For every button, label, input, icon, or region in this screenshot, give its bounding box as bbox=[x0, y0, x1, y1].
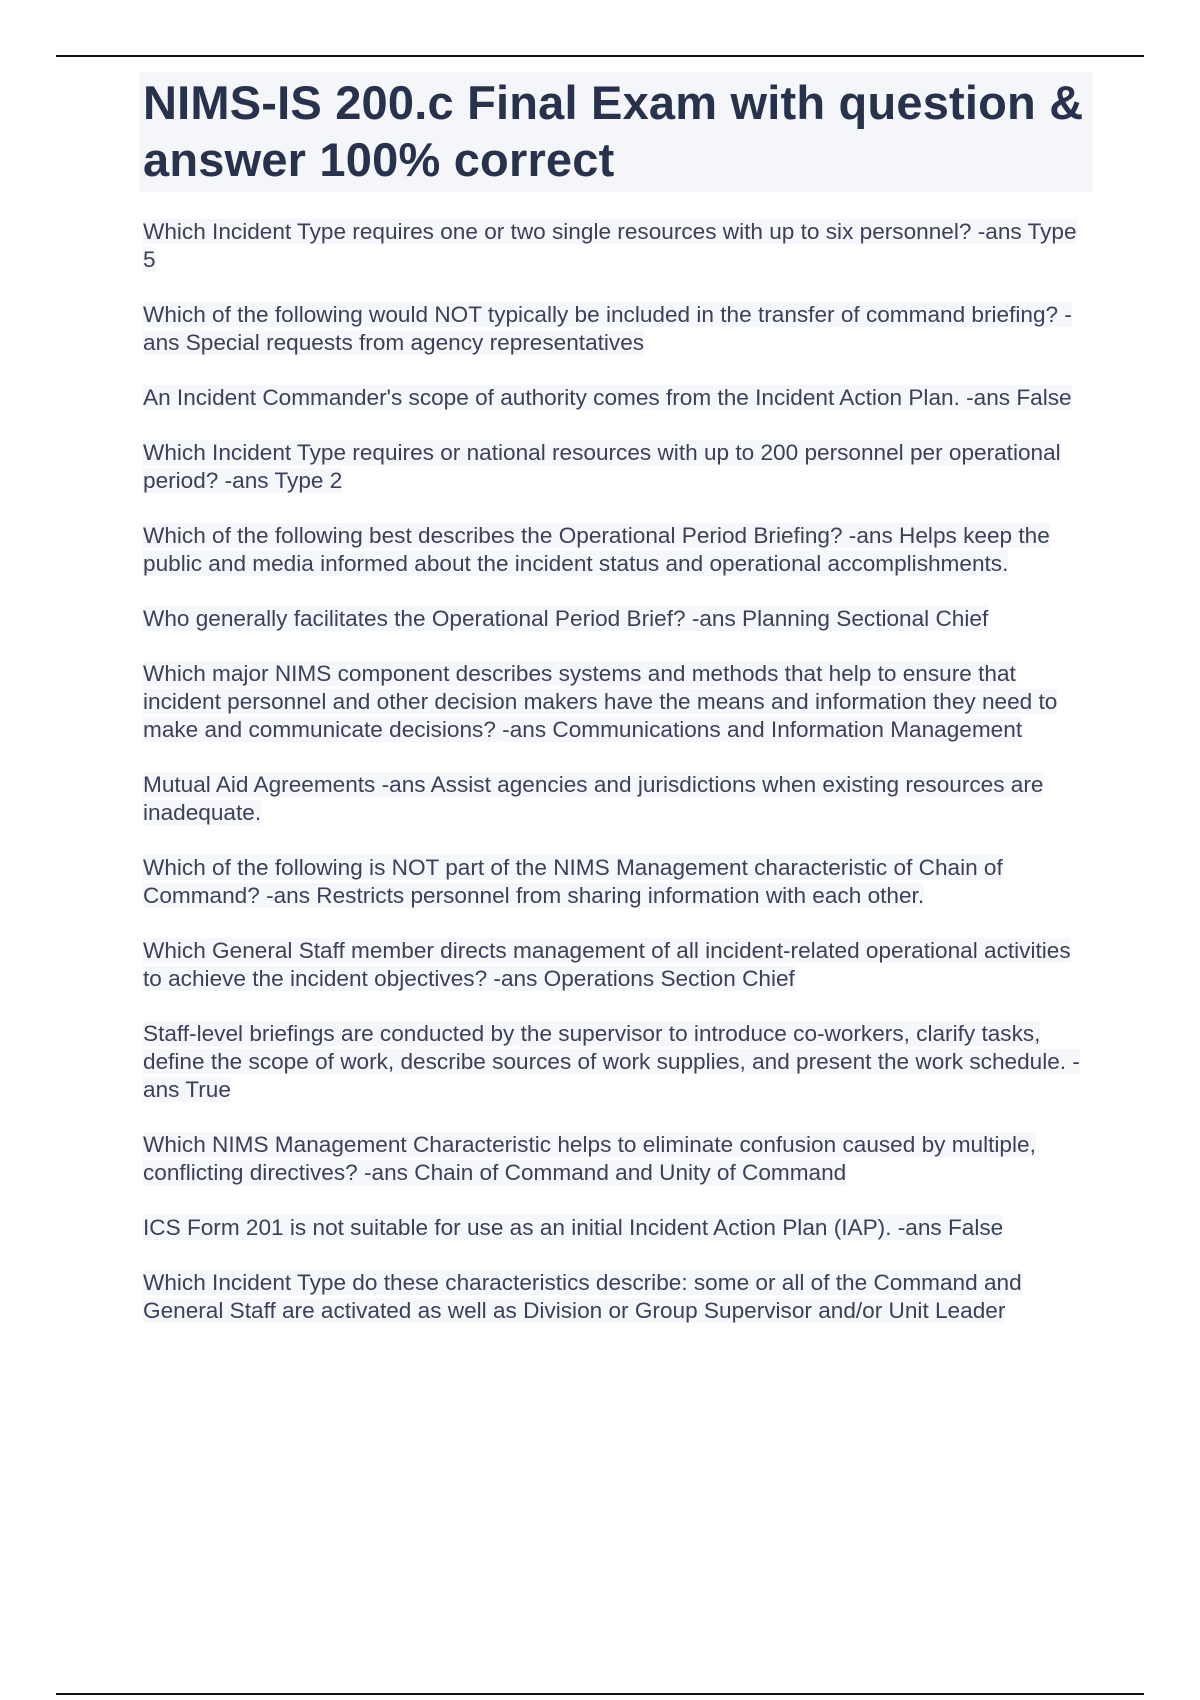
qa-text: Which major NIMS component describes systems and methods that help to ensure that incident personnel and other decision makers have the means and information they need to make and communicate decisions? -ans Communications and Information Management bbox=[143, 661, 1058, 742]
document-title: NIMS-IS 200.c Final Exam with question & answer 100% correct bbox=[143, 76, 1084, 186]
qa-item bbox=[143, 218, 1093, 274]
qa-item bbox=[143, 301, 1093, 357]
qa-text: Who generally facilitates the Operational Period Brief? -ans Planning Sectional Chief bbox=[143, 606, 989, 631]
bottom-rule bbox=[56, 1693, 1144, 1695]
qa-text: Which Incident Type do these characteristics describe: some or all of the Command and General Staff are activated as well as Division or Group Supervisor and/or Unit Leader bbox=[143, 1270, 1022, 1323]
qa-item bbox=[143, 937, 1093, 993]
qa-item bbox=[143, 522, 1093, 578]
qa-text: Which of the following is NOT part of the NIMS Management characteristic of Chain of Command? -ans Restricts personnel from sharing information with each other. bbox=[143, 855, 1003, 908]
qa-item bbox=[143, 1020, 1093, 1104]
top-rule bbox=[56, 55, 1144, 57]
qa-text: Which of the following would NOT typically be included in the transfer of command briefing? -ans Special requests from agency representatives bbox=[143, 302, 1072, 355]
qa-item bbox=[143, 605, 1093, 633]
qa-text: An Incident Commander's scope of authority comes from the Incident Action Plan. -ans False bbox=[143, 385, 1072, 410]
qa-text: ICS Form 201 is not suitable for use as an initial Incident Action Plan (IAP). -ans False bbox=[143, 1215, 1004, 1240]
qa-text: Which Incident Type requires one or two single resources with up to six personnel? -ans Type 5 bbox=[143, 219, 1077, 272]
title-block bbox=[139, 72, 1093, 192]
qa-item bbox=[143, 1269, 1093, 1325]
qa-text: Staff-level briefings are conducted by the supervisor to introduce co-workers, clarify tasks, define the scope of work, describe sources of work supplies, and present the work schedule. -ans True bbox=[143, 1021, 1080, 1102]
qa-list bbox=[143, 218, 1093, 1325]
qa-item bbox=[143, 439, 1093, 495]
qa-item bbox=[143, 1131, 1093, 1187]
qa-item bbox=[143, 384, 1093, 412]
qa-item bbox=[143, 771, 1093, 827]
qa-text: Which NIMS Management Characteristic helps to eliminate confusion caused by multiple, conflicting directives? -ans Chain of Command and Unity of Command bbox=[143, 1132, 1036, 1185]
qa-text: Which Incident Type requires or national resources with up to 200 personnel per operational period? -ans Type 2 bbox=[143, 440, 1061, 493]
qa-text: Mutual Aid Agreements -ans Assist agencies and jurisdictions when existing resources are inadequate. bbox=[143, 772, 1044, 825]
qa-text: Which of the following best describes the Operational Period Briefing? -ans Helps keep the public and media informed about the incident status and operational accomplishments. bbox=[143, 523, 1050, 576]
qa-item bbox=[143, 660, 1093, 744]
qa-text: Which General Staff member directs management of all incident-related operational activities to achieve the incident objectives? -ans Operations Section Chief bbox=[143, 938, 1071, 991]
document-page bbox=[143, 72, 1093, 1352]
qa-item bbox=[143, 1214, 1093, 1242]
qa-item bbox=[143, 854, 1093, 910]
